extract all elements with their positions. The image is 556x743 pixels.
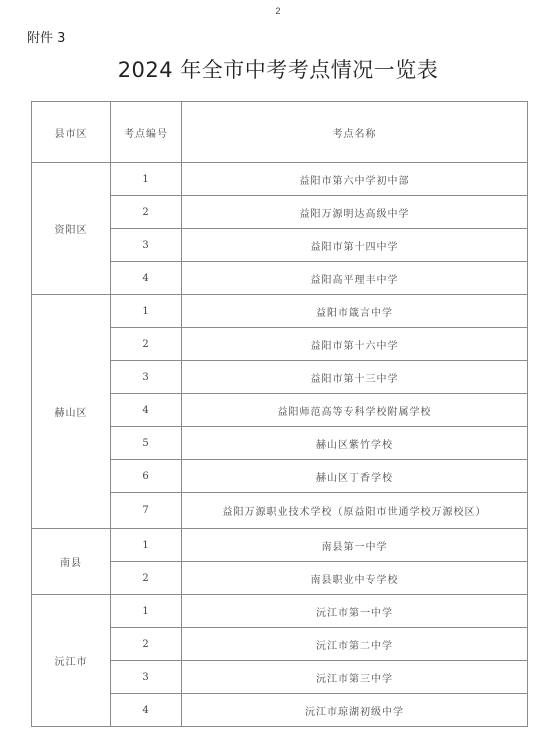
- site-name-cell: 益阳市第六中学初中部: [182, 163, 528, 196]
- exam-sites-table: [31, 101, 528, 727]
- site-name-cell: 沅江市第一中学: [182, 595, 528, 628]
- table-row: [32, 295, 528, 328]
- site-number-cell: 1: [111, 295, 182, 328]
- district-cell: 南县: [32, 529, 111, 595]
- site-name-cell: 益阳师范高等专科学校附属学校: [182, 394, 528, 427]
- table-row: [32, 529, 528, 562]
- site-name-cell: 南县第一中学: [182, 529, 528, 562]
- header-site-name: 考点名称: [182, 102, 528, 163]
- site-name-cell: 益阳市箴言中学: [182, 295, 528, 328]
- site-name-cell: 益阳市第十三中学: [182, 361, 528, 394]
- header-district: 县市区: [32, 102, 111, 163]
- site-number-cell: 7: [111, 493, 182, 529]
- site-number-cell: 6: [111, 460, 182, 493]
- site-number-cell: 1: [111, 163, 182, 196]
- site-name-cell: 沅江市第三中学: [182, 661, 528, 694]
- table-header-row: [32, 102, 528, 163]
- site-number-cell: 2: [111, 328, 182, 361]
- site-number-cell: 3: [111, 229, 182, 262]
- site-name-cell: 赫山区紫竹学校: [182, 427, 528, 460]
- site-name-cell: 赫山区丁香学校: [182, 460, 528, 493]
- site-number-cell: 2: [111, 196, 182, 229]
- table-row: [32, 595, 528, 628]
- site-number-cell: 1: [111, 529, 182, 562]
- site-number-cell: 1: [111, 595, 182, 628]
- page-number: 2: [275, 6, 281, 16]
- document-title: 2024 年全市中考考点情况一览表: [117, 58, 439, 82]
- site-number-cell: 4: [111, 394, 182, 427]
- site-number-cell: 5: [111, 427, 182, 460]
- site-number-cell: 3: [111, 661, 182, 694]
- site-name-cell: 益阳万源职业技术学校（原益阳市世通学校万源校区）: [182, 493, 528, 529]
- table-row: [32, 163, 528, 196]
- district-cell: 赫山区: [32, 295, 111, 529]
- site-number-cell: 2: [111, 628, 182, 661]
- site-name-cell: 益阳市第十四中学: [182, 229, 528, 262]
- site-name-cell: 益阳万源明达高级中学: [182, 196, 528, 229]
- site-name-cell: 益阳市第十六中学: [182, 328, 528, 361]
- attachment-label: 附件 3: [27, 31, 66, 46]
- site-number-cell: 2: [111, 562, 182, 595]
- site-name-cell: 沅江市第二中学: [182, 628, 528, 661]
- header-site-number: 考点编号: [111, 102, 182, 163]
- site-number-cell: 4: [111, 262, 182, 295]
- district-cell: 资阳区: [32, 163, 111, 295]
- site-number-cell: 4: [111, 694, 182, 727]
- district-cell: 沅江市: [32, 595, 111, 727]
- site-name-cell: 南县职业中专学校: [182, 562, 528, 595]
- site-name-cell: 沅江市琼湖初级中学: [182, 694, 528, 727]
- site-number-cell: 3: [111, 361, 182, 394]
- site-name-cell: 益阳高平理丰中学: [182, 262, 528, 295]
